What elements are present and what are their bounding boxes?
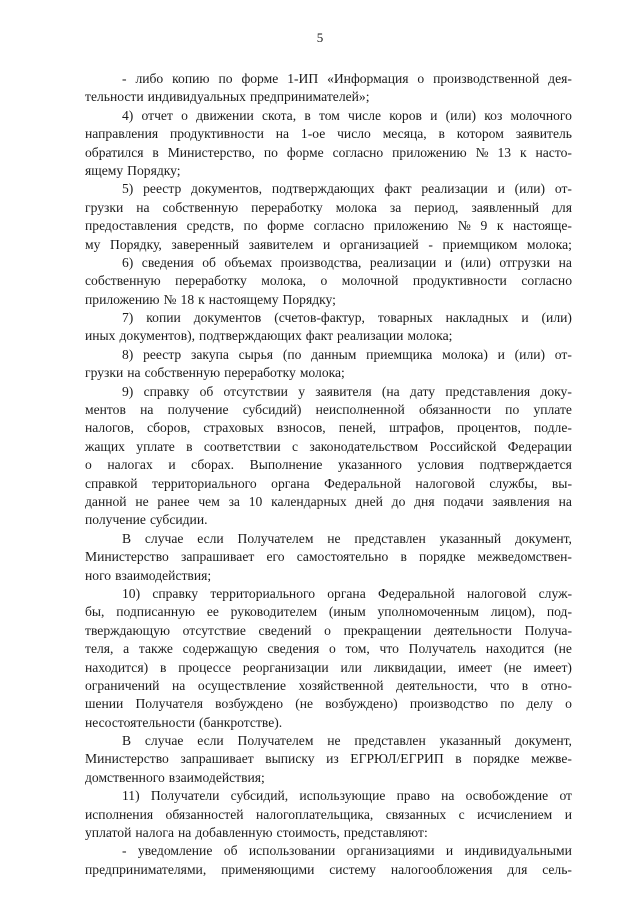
text-line: ограничений на осуществление хозяйственной деятельности, что в отно-	[85, 677, 572, 693]
text-line: ментов на получение субсидий) неисполненной обязанности по уплате	[85, 402, 572, 418]
text-line: предпринимателями, применяющими систему налогообложения для сель-	[85, 861, 572, 877]
text-line: 4) отчет о движении скота, в том числе коров и (или) коз молочного	[122, 107, 572, 123]
text-line: Министерство запрашивает выписку из ЕГРЮЛ/ЕГРИП в порядке межве-	[85, 751, 572, 767]
text-line: 6) сведения об объемах производства, реализации и (или) отгрузки на	[122, 254, 572, 270]
text-line: 5) реестр документов, подтверждающих факт реализации и (или) от-	[122, 181, 572, 197]
text-line: уплатой налога на добавленную стоимость, представляют:	[85, 825, 428, 841]
text-line: грузки на собственную переработку молока;	[85, 365, 345, 381]
text-line: собственную переработку молока, о молочной продуктивности согласно	[85, 273, 572, 289]
text-line: 10) справку территориального органа Федеральной налоговой служ-	[122, 585, 572, 601]
text-line: грузки на собственную переработку молока за период, заявленный для	[85, 199, 572, 215]
text-line: 11) Получатели субсидий, использующие право на освобождение от	[122, 788, 572, 804]
text-line: справкой территориального органа Федеральной налоговой службы, вы-	[85, 475, 572, 491]
text-line: тверждающую отсутствие сведений о прекращении деятельности Получа-	[85, 622, 572, 638]
body-text	[85, 70, 572, 879]
text-line: приложению № 18 к настоящему Порядку;	[85, 291, 336, 307]
text-line: иных документов), подтверждающих факт реализации молока;	[85, 328, 453, 344]
text-line: бы, подписанную ее руководителем (иным уполномоченным лицом), под-	[85, 604, 572, 620]
text-line: находится) в процессе реорганизации или ликвидации, имеет (не имеет)	[85, 659, 572, 675]
text-line: о налогах и сборах. Выполнение указанного условия подтверждается	[85, 457, 572, 473]
text-line: тельности индивидуальных предпринимателей»;	[85, 89, 370, 105]
text-line: теля, а также содержащую сведения о том, что Получатель находится (не	[85, 641, 572, 657]
text-line: му Порядку, заверенный заявителем и организацией - приемщиком молока;	[85, 236, 572, 252]
text-line: - либо копию по форме 1-ИП «Информация о производственной дея-	[122, 71, 572, 86]
text-line: исполнения обязанностей налогоплательщика, связанных с исчислением и	[85, 806, 572, 822]
text-line: ного взаимодействия;	[85, 567, 212, 583]
text-line: налогов, сборов, страховых взносов, пеней, штрафов, процентов, подле-	[85, 420, 572, 436]
page-number: 5	[316, 30, 324, 45]
text-line: 8) реестр закупа сырья (по данным приемщика молока) и (или) от-	[122, 346, 572, 362]
text-line: - уведомление об использовании организациями и индивидуальными	[122, 843, 572, 859]
text-line: получение субсидии.	[85, 512, 208, 528]
text-line: домственного взаимодействия;	[85, 769, 265, 785]
text-line: Министерство запрашивает его самостоятельно в порядке межведомствен-	[85, 549, 572, 565]
text-line: несостоятельности (банкротстве).	[85, 714, 283, 730]
text-line: обратился в Министерство, по форме согласно приложению № 13 к насто-	[85, 144, 572, 160]
text-line: ящему Порядку;	[85, 162, 181, 178]
text-line: предоставления средств, по форме согласно приложению № 9 к настояще-	[85, 218, 572, 234]
text-line: жащих уплате в соответствии с законодательством Российской Федерации	[85, 438, 572, 454]
text-line: данной не ранее чем за 10 календарных дней до дня подачи заявления на	[85, 493, 572, 509]
text-line: В случае если Получателем не представлен указанный документ,	[122, 530, 572, 546]
text-line: шении Получателя возбуждено (не возбуждено) производство по делу о	[85, 696, 572, 712]
text-line: 7) копии документов (счетов-фактур, товарных накладных и (или)	[122, 310, 572, 326]
text-line: направления продуктивности на 1-ое число месяца, в котором заявитель	[85, 126, 572, 142]
text-line: 9) справку об отсутствии у заявителя (на дату представления доку-	[122, 383, 572, 399]
text-line: В случае если Получателем не представлен указанный документ,	[122, 733, 572, 749]
